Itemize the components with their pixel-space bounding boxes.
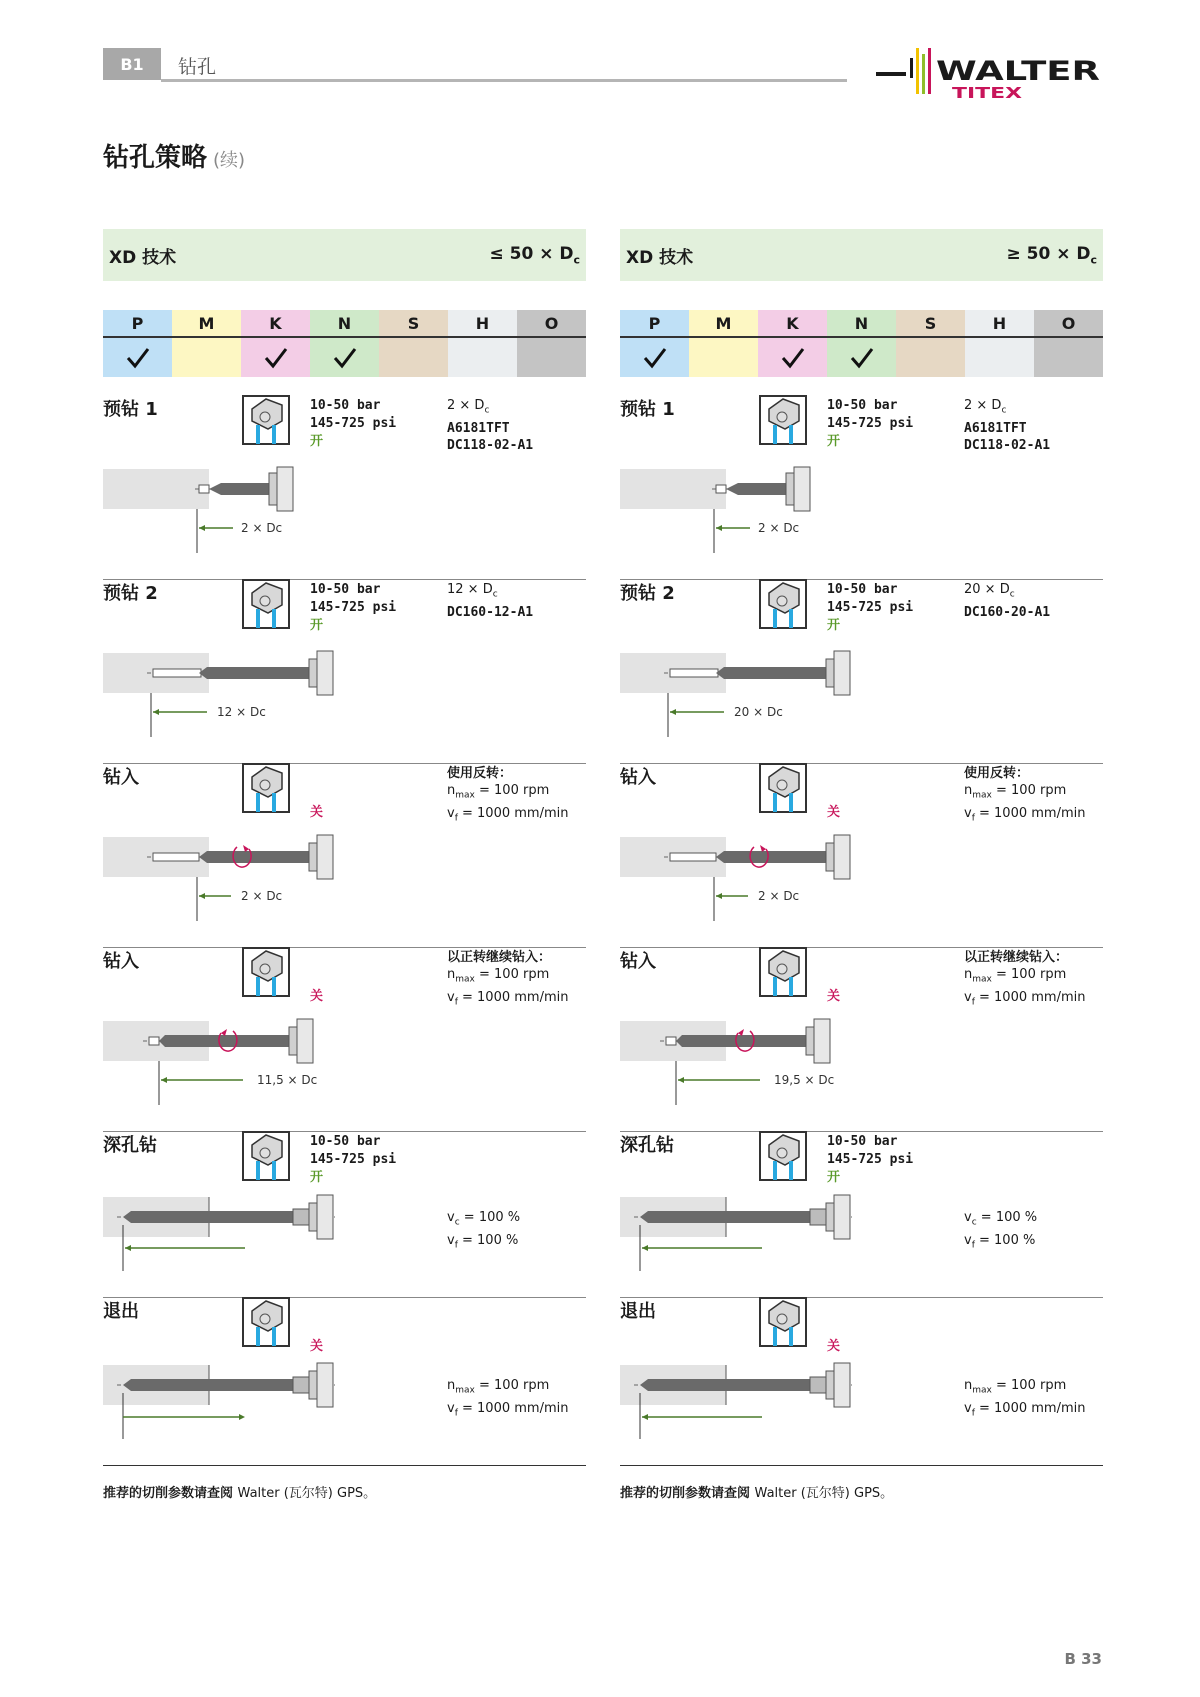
check-icon: [781, 347, 805, 369]
step-label: 深孔钻: [620, 1135, 674, 1156]
check-icon: [126, 347, 150, 369]
coolant-pressure: 10-50 bar 145-725 psi 开: [827, 1134, 914, 1185]
coolant-pressure: 10-50 bar 145-725 psi 开: [827, 398, 914, 449]
material-table: [620, 310, 1103, 377]
logo-word-walter: WALTER: [936, 56, 1101, 87]
dimension-label: 20 × Dc: [734, 705, 783, 719]
step-label: 钻入: [620, 951, 656, 972]
step-label: 预钻 2: [103, 583, 158, 604]
material-p: P: [103, 310, 172, 377]
coolant-on: 开: [827, 434, 841, 449]
step-label: 钻入: [103, 767, 139, 788]
coolant-pressure: 10-50 bar 145-725 psi 开: [310, 398, 397, 449]
drill-in-forward-diagram: [620, 1015, 1103, 1105]
ratio-label: ≤ $50 \times D_c$: [489, 243, 580, 267]
cutting-values: $v_c = 100$ % $v_f = 100$ %: [447, 1210, 521, 1251]
chapter-code: B1: [103, 48, 161, 80]
material-o: O: [1034, 310, 1103, 377]
step-drill-in-reverse: [103, 763, 586, 953]
predrill-2-diagram: [620, 647, 1103, 737]
tech-name: XD 技术: [109, 247, 177, 268]
material-h: H: [448, 310, 517, 377]
tech-header: [103, 229, 586, 281]
coolant-drill-icon: [759, 1131, 807, 1181]
coolant-on: 开: [310, 1170, 324, 1185]
coolant-drill-icon: [242, 947, 290, 997]
dimension-label: 2 × Dc: [241, 521, 283, 535]
coolant-drill-icon: [759, 763, 807, 813]
coolant-drill-icon: [242, 1297, 290, 1347]
dimension-label: 19,5 × Dc: [774, 1073, 835, 1087]
step-drill-in-forward: [103, 947, 586, 1137]
walter-titex-logo: [876, 44, 1102, 106]
step-label: 退出: [620, 1301, 656, 1322]
tool-info: $2 \times D_c$ A6181TFT DC118-02-A1: [964, 398, 1051, 453]
speed-info: 以正转继续钻入： $n_{max} = 100$ rpm $v_f = 1000$ mm/min: [964, 950, 1086, 1008]
coolant-drill-icon: [242, 579, 290, 629]
predrill-2-diagram: [103, 647, 586, 737]
check-icon: [333, 347, 357, 369]
material-table: [103, 310, 586, 377]
coolant-drill-icon: [242, 763, 290, 813]
step-retract: [103, 1297, 586, 1471]
coolant-on: 开: [310, 618, 324, 633]
material-n: N: [827, 310, 896, 377]
coolant-off: 关: [310, 989, 324, 1004]
chapter-title: 钻孔: [178, 56, 217, 78]
dimension-label: 2 × Dc: [241, 889, 283, 903]
tool-info: $12 \times D_c$ DC160-12-A1: [447, 582, 534, 620]
step-deep-drill: [103, 1131, 586, 1303]
coolant-drill-icon: [242, 1131, 290, 1181]
coolant-pressure: 10-50 bar 145-725 psi 开: [310, 1134, 397, 1185]
ratio-label: ≥ $50 \times D_c$: [1006, 243, 1097, 267]
material-k: K: [241, 310, 310, 377]
coolant-drill-icon: [759, 579, 807, 629]
cutting-values: $n_{max} = 100$ rpm $v_f = 1000$ mm/min: [447, 1378, 569, 1419]
drill-in-diagram: [620, 831, 1103, 921]
page-title: 钻孔策略 (续): [103, 143, 246, 173]
predrill-1-diagram: [620, 463, 1103, 553]
coolant-off: 关: [310, 805, 324, 820]
step-label: 预钻 1: [103, 399, 158, 420]
step-predrill-2: [620, 579, 1103, 769]
speed-info: 使用反转： $n_{max} = 100$ rpm $v_f = 1000$ mm/min: [964, 766, 1086, 824]
coolant-on: 开: [827, 618, 841, 633]
coolant-off: 关: [310, 1339, 324, 1354]
tech-name: XD 技术: [626, 247, 694, 268]
predrill-1-diagram: [103, 463, 586, 553]
coolant-drill-icon: [759, 947, 807, 997]
material-m: M: [172, 310, 241, 377]
material-o: O: [517, 310, 586, 377]
dimension-label: 2 × Dc: [758, 889, 800, 903]
step-label: 预钻 1: [620, 399, 675, 420]
step-predrill-1: [620, 395, 1103, 585]
step-label: 钻入: [620, 767, 656, 788]
cutting-values: $v_c = 100$ % $v_f = 100$ %: [964, 1210, 1038, 1251]
strategy-column-2: [620, 229, 1103, 1509]
step-predrill-1: [103, 395, 586, 585]
coolant-drill-icon: [759, 395, 807, 445]
coolant-off: 关: [827, 805, 841, 820]
coolant-drill-icon: [242, 395, 290, 445]
check-icon: [850, 347, 874, 369]
tech-header: [620, 229, 1103, 281]
coolant-pressure: 10-50 bar 145-725 psi 开: [310, 582, 397, 633]
header-rule: [161, 79, 847, 82]
footnote: 推荐的切削参数请查阅 Walter (瓦尔特) GPS。: [620, 1486, 894, 1501]
material-s: S: [379, 310, 448, 377]
cutting-values: $n_{max} = 100$ rpm $v_f = 1000$ mm/min: [964, 1378, 1086, 1419]
page-number: B 33: [1064, 1650, 1102, 1668]
coolant-off: 关: [827, 1339, 841, 1354]
speed-info: 使用反转： $n_{max} = 100$ rpm $v_f = 1000$ mm/min: [447, 766, 569, 824]
check-icon: [643, 347, 667, 369]
coolant-pressure: 10-50 bar 145-725 psi 开: [827, 582, 914, 633]
logo-word-titex: TITEX: [952, 84, 1023, 102]
coolant-off: 关: [827, 989, 841, 1004]
dimension-label: 11,5 × Dc: [257, 1073, 318, 1087]
coolant-on: 开: [310, 434, 324, 449]
coolant-drill-icon: [759, 1297, 807, 1347]
step-label: 深孔钻: [103, 1135, 157, 1156]
coolant-on: 开: [827, 1170, 841, 1185]
dimension-label: 2 × Dc: [758, 521, 800, 535]
step-label: 钻入: [103, 951, 139, 972]
strategy-column-1: [103, 229, 586, 1509]
tool-info: $20 \times D_c$ DC160-20-A1: [964, 582, 1051, 620]
drill-in-diagram: [103, 831, 586, 921]
material-n: N: [310, 310, 379, 377]
step-label: 预钻 2: [620, 583, 675, 604]
material-h: H: [965, 310, 1034, 377]
step-predrill-2: [103, 579, 586, 769]
material-k: K: [758, 310, 827, 377]
material-p: P: [620, 310, 689, 377]
dimension-label: 12 × Dc: [217, 705, 266, 719]
material-s: S: [896, 310, 965, 377]
material-m: M: [689, 310, 758, 377]
step-deep-drill: [620, 1131, 1103, 1303]
tool-info: $2 \times D_c$ A6181TFT DC118-02-A1: [447, 398, 534, 453]
step-divider: [620, 1465, 1103, 1466]
step-divider: [103, 1465, 586, 1466]
speed-info: 以正转继续钻入： $n_{max} = 100$ rpm $v_f = 1000$ mm/min: [447, 950, 569, 1008]
step-drill-in-reverse: [620, 763, 1103, 953]
check-icon: [264, 347, 288, 369]
footnote: 推荐的切削参数请查阅 Walter (瓦尔特) GPS。: [103, 1486, 377, 1501]
step-retract: [620, 1297, 1103, 1471]
drill-in-forward-diagram: [103, 1015, 586, 1105]
step-drill-in-forward: [620, 947, 1103, 1137]
step-label: 退出: [103, 1301, 139, 1322]
